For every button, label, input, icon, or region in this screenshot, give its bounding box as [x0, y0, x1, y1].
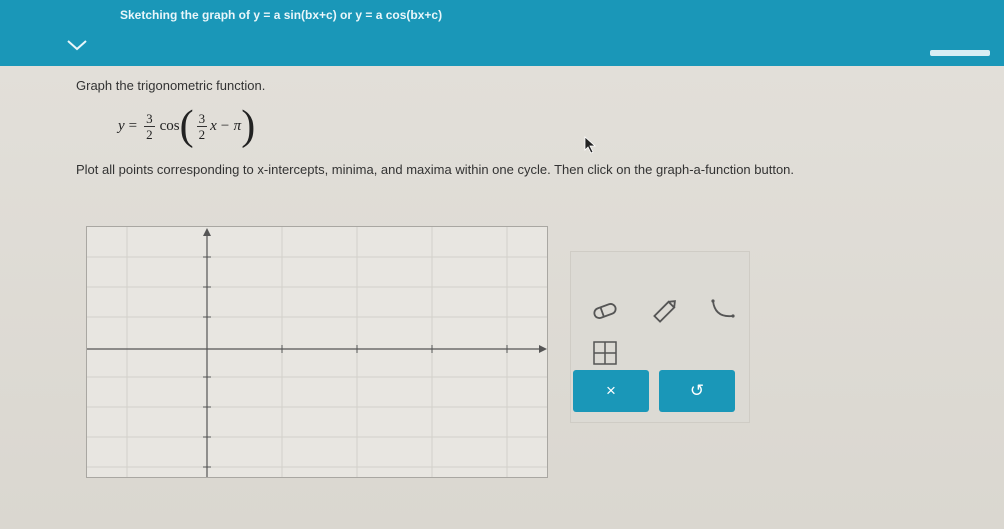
progress-indicator — [930, 50, 990, 56]
graph-toolbar — [570, 251, 750, 423]
left-paren: ( — [179, 103, 194, 149]
question-panel — [0, 66, 1004, 529]
curve-tool[interactable] — [703, 294, 743, 328]
eraser-icon — [590, 300, 620, 322]
x-axis-arrow — [539, 345, 547, 353]
undo-button[interactable]: ↺ — [659, 370, 735, 412]
eraser-tool[interactable] — [585, 294, 625, 328]
task-text: Plot all points corresponding to x-intercepts, minima, and maxima within one cycle. Then click on the graph-a-function button. — [76, 162, 795, 177]
graph-a-function-tool[interactable] — [585, 336, 625, 370]
equation-equals: = — [128, 117, 138, 134]
graph-canvas[interactable] — [86, 226, 548, 478]
pencil-icon — [651, 298, 679, 324]
inner-numerator: 3 — [198, 110, 206, 126]
pencil-tool[interactable] — [645, 294, 685, 328]
function-grid-icon — [592, 340, 618, 366]
coefficient-denominator: 2 — [146, 126, 153, 142]
curve-icon — [709, 298, 737, 324]
coefficient-fraction — [144, 111, 155, 142]
page-title: Sketching the graph of y = a sin(bx+c) or y = a cos(bx+c) — [120, 8, 443, 22]
mouse-cursor-icon — [584, 136, 598, 154]
graph-grid[interactable] — [87, 227, 547, 477]
clear-button[interactable]: × — [573, 370, 649, 412]
chevron-down-icon[interactable] — [64, 36, 90, 54]
equation-lhs: y — [118, 117, 125, 134]
inner-variable: x — [210, 117, 217, 134]
inner-denominator: 2 — [198, 126, 206, 142]
instruction-text: Graph the trigonometric function. — [76, 78, 266, 93]
function-name: cos — [159, 117, 180, 134]
y-axis-arrow — [203, 228, 211, 236]
inner-fraction — [197, 111, 208, 142]
equation — [118, 100, 255, 152]
header-bar — [0, 0, 1004, 66]
right-paren: ) — [241, 103, 256, 149]
coefficient-numerator: 3 — [146, 110, 153, 126]
inner-constant: − π — [219, 117, 242, 134]
